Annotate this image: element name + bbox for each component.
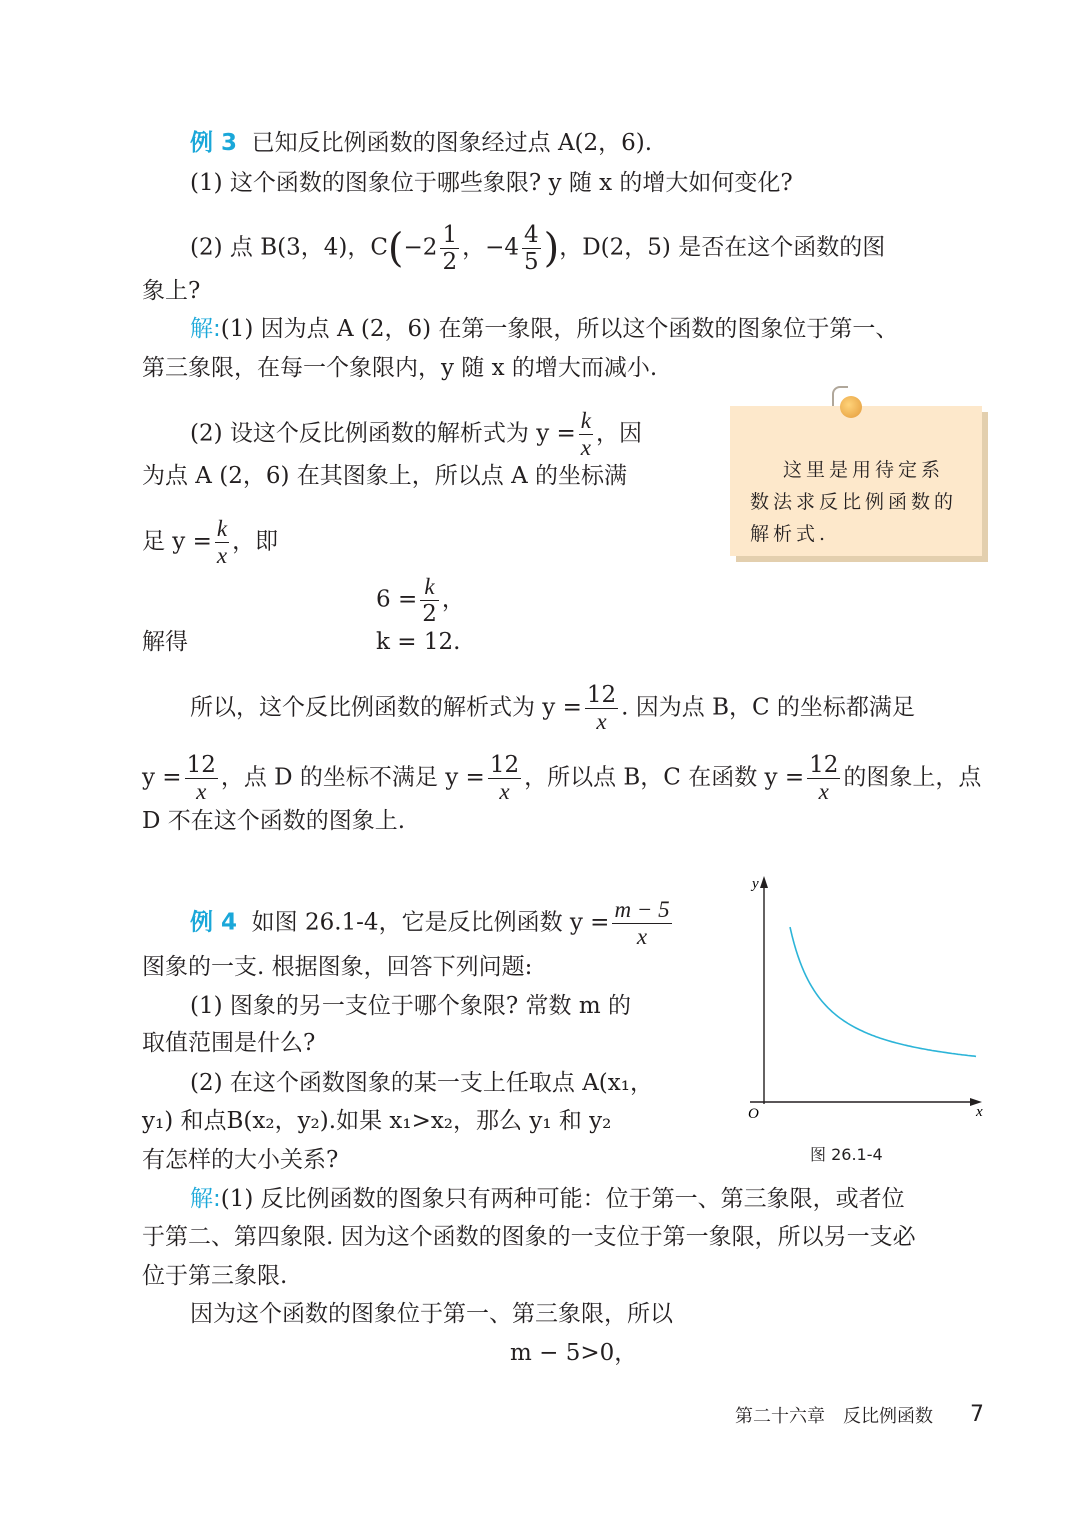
figure-caption: 图 26.1-4	[810, 1145, 883, 1164]
example-4-solution-1-line2: 于第二、第四象限. 因为这个函数的图象的一支位于第一象限，所以另一支必	[142, 1224, 916, 1250]
example-3-stem: 已知反比例函数的图象经过点 A(2，6).	[251, 130, 653, 156]
origin-label: O	[748, 1106, 759, 1122]
example-4-question-1-cont: 取值范围是什么?	[142, 1030, 316, 1056]
frac-num: m − 5	[614, 897, 670, 922]
frac-den: x	[499, 779, 510, 804]
note-text	[750, 454, 957, 550]
12-over-x-fraction-a	[185, 752, 218, 805]
example-3-solution-2	[190, 408, 642, 461]
example-3-question-1: (1) 这个函数的图象位于哪些象限? y 随 x 的增大如何变化?	[190, 170, 793, 196]
solution-2-line3-text: 足 y =	[142, 528, 212, 555]
example-4-title	[190, 897, 675, 950]
c2-part1: y =	[142, 764, 182, 791]
example-4-label: 例 4	[190, 909, 238, 936]
frac-num: 12	[489, 752, 520, 778]
solution-2-text: (2) 设这个反比例函数的解析式为 y =	[190, 420, 576, 447]
equation-6-eq-k-over-2	[376, 574, 465, 627]
note-line-1: 这里是用待定系	[750, 459, 945, 481]
c2-part4: 的图象上，点	[843, 764, 982, 791]
frac-den: x	[818, 779, 829, 804]
x-axis-label: x	[976, 1104, 983, 1120]
note-line-2: 数法求反比例函数的	[750, 491, 958, 513]
example-3-label: 例 3	[190, 130, 238, 156]
y-axis-arrow	[760, 876, 768, 888]
12-over-x-fraction-c	[807, 752, 840, 805]
c-y-den: 5	[523, 249, 539, 275]
k-over-2-fraction	[420, 574, 439, 627]
c-x-fraction	[440, 222, 459, 275]
12-over-x-fraction	[585, 682, 618, 735]
q2-text-start: (2) 点 B(3，4)，C	[190, 234, 388, 261]
c-x-whole: −2	[403, 234, 438, 261]
k-over-x-fraction	[579, 408, 593, 461]
q2-text-end: ，D(2，5) 是否在这个函数的图	[559, 234, 886, 261]
example-3-solution-1-cont: 第三象限，在每一个象限内，y 随 x 的增大而减小.	[142, 355, 658, 381]
example-3-conclusion-line3: D 不在这个函数的图象上.	[142, 808, 406, 834]
solution-1-text: (1) 因为点 A (2，6) 在第一象限，所以这个函数的图象位于第一、	[220, 316, 899, 342]
example-3-solution-1	[190, 314, 898, 344]
solution-2-tail: ，因	[596, 420, 642, 447]
conclusion-text-end: . 因为点 B，C 的坐标都满足	[621, 694, 915, 721]
example-4-solution-1	[190, 1184, 905, 1214]
open-paren: (	[387, 225, 404, 272]
frac-num: 12	[586, 682, 617, 708]
frac-den: x	[596, 709, 607, 734]
example-3-question-2	[190, 222, 885, 275]
example-4-solution-2: 因为这个函数的图象位于第一、第三象限，所以	[190, 1301, 673, 1327]
k-over-x-fraction-2	[215, 516, 229, 569]
example-4-solution-1-line3: 位于第三象限.	[142, 1263, 288, 1289]
c2-part2: ，点 D 的坐标不满足 y =	[220, 764, 485, 791]
c-x-den: 2	[442, 249, 458, 275]
eq1-right: ，	[441, 586, 465, 613]
solution-1-text: (1) 反比例函数的图象只有两种可能：位于第一、第三象限，或者位	[220, 1186, 905, 1212]
frac-den: x	[580, 435, 591, 460]
figure-hyperbola	[740, 870, 1000, 1126]
chapter-title: 第二十六章 反比例函数	[735, 1406, 933, 1427]
y-axis-label: y	[752, 876, 759, 892]
margin-note	[730, 406, 982, 556]
example-3-conclusion-line2	[142, 752, 981, 805]
c-y-num: 4	[523, 222, 539, 248]
c2-part3: ，所以点 B，C 在函数 y =	[524, 764, 805, 791]
pushpin-icon	[840, 396, 862, 418]
frac-den: x	[636, 924, 648, 949]
solve-label: 解得	[142, 629, 188, 655]
eq1-left: 6 =	[376, 586, 418, 613]
equation-k-eq-12: k = 12.	[376, 629, 461, 655]
example-3-solution-2-line2: 为点 A (2，6) 在其图象上，所以点 A 的坐标满	[142, 463, 627, 489]
example-3-title	[190, 128, 652, 158]
m-minus-5-over-x-fraction	[612, 897, 671, 950]
example-4-question-2-line2: y₁) 和点B(x₂，y₂).如果 x₁>x₂，那么 y₁ 和 y₂	[142, 1108, 612, 1134]
example-3-solution-2-line3	[142, 516, 278, 569]
solution-label: 解:	[190, 1186, 221, 1212]
frac-den: x	[196, 779, 207, 804]
note-line-3: 解析式.	[750, 523, 830, 545]
example-4-question-2: (2) 在这个函数图象的某一支上任取点 A(x₁，	[190, 1070, 653, 1096]
hyperbola-branch	[790, 927, 976, 1056]
solution-label: 解:	[190, 316, 221, 342]
c-y-fraction	[522, 222, 541, 275]
frac-num: k	[580, 408, 591, 433]
close-paren: )	[543, 225, 560, 272]
example-4-stem-line2: 图象的一支. 根据图象，回答下列问题:	[142, 954, 533, 980]
example-3-conclusion	[190, 682, 915, 735]
example-3-question-2-cont: 象上?	[142, 278, 201, 304]
frac-num: k	[420, 574, 439, 601]
solution-2-line3-end: ，即	[232, 528, 279, 555]
inequality-m-minus-5-gt-0: m − 5>0，	[510, 1340, 638, 1366]
12-over-x-fraction-b	[488, 752, 521, 805]
frac-num: k	[216, 516, 228, 541]
conclusion-text: 所以，这个反比例函数的解析式为 y =	[190, 694, 582, 721]
example-4-question-1: (1) 图象的另一支位于哪个象限? 常数 m 的	[190, 993, 631, 1019]
example-4-stem: 如图 26.1-4，它是反比例函数 y =	[251, 909, 610, 936]
page-number: 7	[970, 1402, 984, 1427]
c-sep: ，	[462, 234, 486, 261]
frac-den: 2	[422, 601, 437, 627]
example-4-question-2-line3: 有怎样的大小关系?	[142, 1147, 339, 1173]
c-x-num: 1	[442, 222, 458, 248]
frac-den: x	[216, 543, 228, 568]
frac-num: 12	[809, 752, 839, 778]
frac-num: 12	[186, 752, 216, 778]
c-y-whole: −4	[485, 234, 519, 261]
